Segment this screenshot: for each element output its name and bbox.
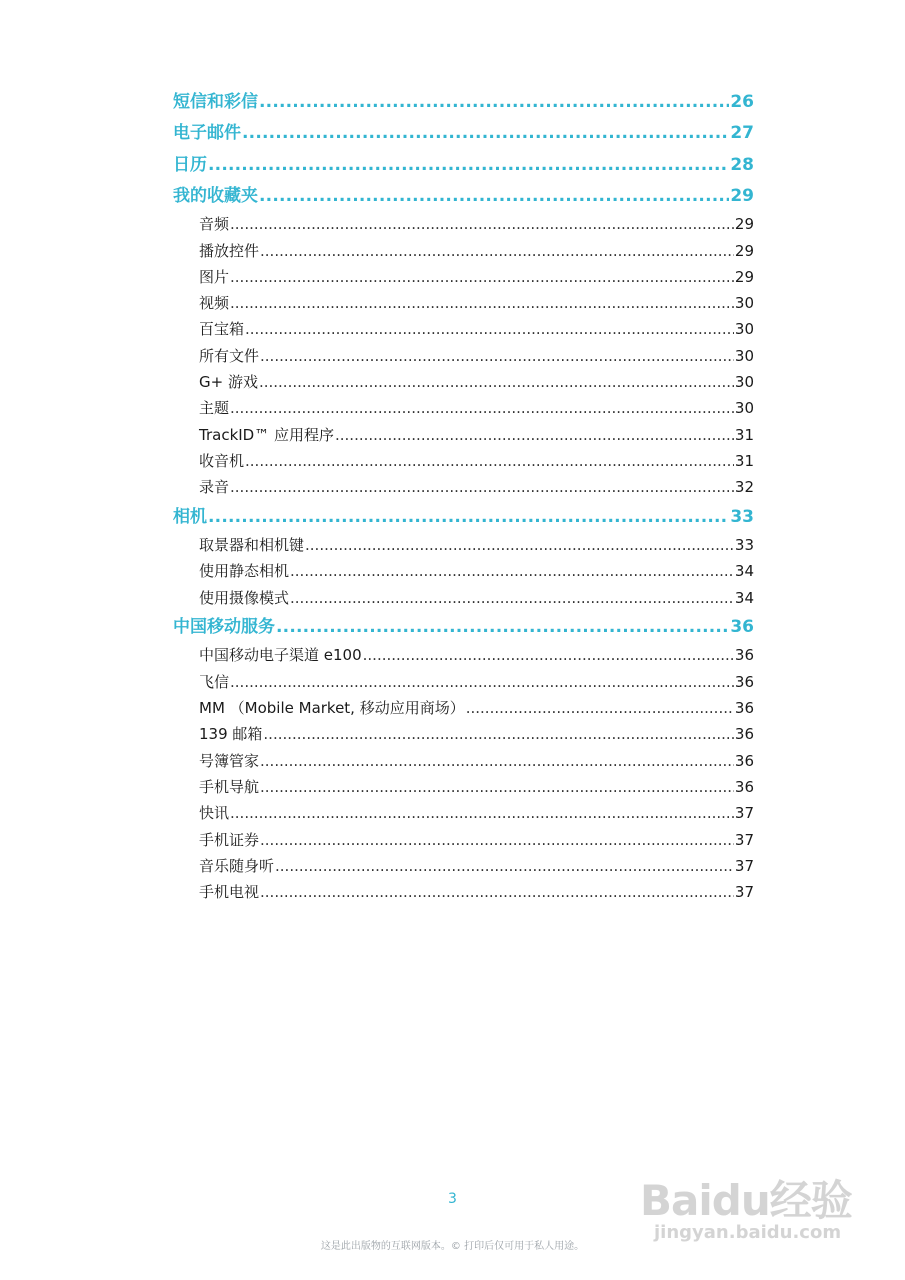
toc-entry-page: 31	[734, 451, 754, 470]
toc-chapter-entry[interactable]	[173, 499, 754, 531]
toc-entry-title: 收音机	[199, 451, 245, 470]
toc-entry-title: 图片	[199, 267, 230, 286]
toc-section-entry[interactable]	[173, 531, 754, 557]
toc-dot-leader	[245, 317, 734, 341]
toc-dot-leader	[259, 370, 734, 394]
toc-entry-title: MM （Mobile Market, 移动应用商场）	[199, 699, 465, 718]
toc-chapter-entry[interactable]	[173, 610, 754, 642]
toc-chapter-entry[interactable]	[173, 179, 754, 211]
toc-chapter-entry[interactable]	[173, 147, 754, 179]
toc-entry-page: 29	[734, 267, 754, 286]
toc-section-entry[interactable]	[173, 394, 754, 420]
toc-dot-leader	[290, 586, 734, 610]
toc-section-entry[interactable]	[173, 799, 754, 825]
toc-dot-leader	[260, 344, 734, 368]
toc-dot-leader	[260, 775, 734, 799]
toc-entry-title: 音频	[199, 215, 230, 234]
toc-dot-leader	[230, 212, 734, 236]
table-of-contents	[173, 84, 754, 904]
toc-entry-title: 我的收藏夹	[173, 186, 258, 206]
toc-section-entry[interactable]	[173, 447, 754, 473]
toc-chapter-entry[interactable]	[173, 116, 754, 148]
toc-entry-page: 29	[734, 241, 754, 260]
toc-entry-title: 电子邮件	[173, 123, 241, 143]
toc-section-entry[interactable]	[173, 557, 754, 583]
toc-entry-page: 28	[730, 154, 754, 175]
toc-section-entry[interactable]	[173, 720, 754, 746]
toc-entry-page: 36	[734, 777, 754, 796]
toc-entry-page: 36	[730, 617, 754, 638]
toc-entry-page: 32	[734, 478, 754, 497]
toc-dot-leader	[208, 503, 729, 531]
baidu-watermark	[640, 1140, 890, 1270]
toc-entry-page: 37	[734, 804, 754, 823]
toc-dot-leader	[260, 880, 734, 904]
toc-section-entry[interactable]	[173, 878, 754, 904]
toc-dot-leader	[335, 423, 734, 447]
toc-entry-page: 37	[734, 856, 754, 875]
toc-section-entry[interactable]	[173, 694, 754, 720]
toc-section-entry[interactable]	[173, 289, 754, 315]
toc-entry-page: 29	[730, 186, 754, 206]
toc-section-entry[interactable]	[173, 341, 754, 367]
toc-dot-leader	[230, 475, 734, 499]
toc-entry-title: TrackID™ 应用程序	[199, 425, 334, 444]
toc-dot-leader	[230, 291, 734, 315]
toc-entry-title: 百宝箱	[199, 320, 245, 339]
toc-dot-leader	[230, 396, 734, 420]
toc-dot-leader	[276, 613, 729, 641]
toc-entry-page: 27	[730, 123, 754, 143]
toc-entry-title: 取景器和相机键	[199, 536, 305, 555]
toc-section-entry[interactable]	[173, 315, 754, 341]
toc-entry-title: 手机证券	[199, 830, 260, 849]
toc-entry-page: 33	[734, 536, 754, 555]
footer-note: 这是此出版物的互联网版本。© 打印后仅可用于私人用途。	[320, 1241, 585, 1252]
toc-entry-title: 使用摄像模式	[199, 588, 290, 607]
toc-entry-title: 中国移动电子渠道 e100	[199, 646, 362, 665]
toc-entry-title: 号簿管家	[199, 751, 260, 770]
toc-entry-title: 中国移动服务	[173, 617, 275, 638]
toc-entry-title: 录音	[199, 478, 230, 497]
toc-dot-leader	[259, 182, 729, 210]
toc-section-entry[interactable]	[173, 746, 754, 772]
toc-dot-leader	[363, 643, 734, 667]
toc-dot-leader	[305, 533, 734, 557]
toc-section-entry[interactable]	[173, 641, 754, 667]
toc-entry-page: 26	[730, 91, 754, 112]
toc-entry-page: 30	[734, 294, 754, 313]
toc-dot-leader	[275, 854, 734, 878]
toc-entry-title: 视频	[199, 294, 230, 313]
toc-entry-page: 36	[734, 725, 754, 744]
toc-entry-title: 相机	[173, 506, 207, 527]
page-number: 3	[448, 1191, 457, 1207]
toc-entry-page: 30	[734, 320, 754, 339]
toc-entry-page: 30	[734, 373, 754, 392]
toc-entry-page: 36	[734, 672, 754, 691]
toc-entry-page: 30	[734, 399, 754, 418]
toc-entry-page: 29	[734, 215, 754, 234]
toc-section-entry[interactable]	[173, 210, 754, 236]
toc-dot-leader	[230, 801, 734, 825]
toc-section-entry[interactable]	[173, 473, 754, 499]
toc-section-entry[interactable]	[173, 263, 754, 289]
toc-dot-leader	[245, 449, 734, 473]
toc-entry-title: 手机导航	[199, 777, 260, 796]
toc-dot-leader	[466, 696, 734, 720]
watermark-url: jingyan.baidu.com	[654, 1222, 842, 1243]
toc-dot-leader	[242, 119, 729, 147]
toc-entry-page: 30	[734, 346, 754, 365]
toc-entry-title: 日历	[173, 154, 207, 175]
toc-entry-title: 音乐随身听	[199, 856, 275, 875]
toc-dot-leader	[263, 722, 734, 746]
toc-entry-title: G+ 游戏	[199, 373, 258, 392]
toc-dot-leader	[259, 88, 729, 116]
toc-entry-page: 36	[734, 751, 754, 770]
toc-section-entry[interactable]	[173, 852, 754, 878]
toc-entry-title: 使用静态相机	[199, 562, 290, 581]
toc-section-entry[interactable]	[173, 667, 754, 693]
toc-section-entry[interactable]	[173, 583, 754, 609]
toc-entry-title: 手机电视	[199, 883, 260, 902]
toc-entry-page: 34	[734, 562, 754, 581]
toc-section-entry[interactable]	[173, 236, 754, 262]
toc-dot-leader	[260, 239, 734, 263]
toc-dot-leader	[260, 828, 734, 852]
toc-entry-page: 33	[730, 506, 754, 527]
toc-entry-title: 139 邮箱	[199, 725, 263, 744]
toc-dot-leader	[290, 559, 734, 583]
toc-entry-page: 31	[734, 425, 754, 444]
toc-section-entry[interactable]	[173, 773, 754, 799]
toc-entry-title: 飞信	[199, 672, 230, 691]
toc-section-entry[interactable]	[173, 825, 754, 851]
toc-entry-page: 34	[734, 588, 754, 607]
toc-dot-leader	[208, 151, 729, 179]
toc-entry-page: 37	[734, 830, 754, 849]
toc-entry-page: 37	[734, 883, 754, 902]
toc-entry-title: 主题	[199, 399, 230, 418]
toc-dot-leader	[260, 749, 734, 773]
toc-entry-title: 播放控件	[199, 241, 260, 260]
toc-entry-page: 36	[734, 646, 754, 665]
toc-entry-page: 36	[734, 699, 754, 718]
toc-dot-leader	[230, 670, 734, 694]
toc-entry-title: 短信和彩信	[173, 91, 258, 112]
toc-section-entry[interactable]	[173, 368, 754, 394]
toc-entry-title: 所有文件	[199, 346, 260, 365]
toc-dot-leader	[230, 265, 734, 289]
toc-chapter-entry[interactable]	[173, 84, 754, 116]
toc-entry-title: 快讯	[199, 804, 230, 823]
baidu-logo: Baidu经验	[640, 1176, 852, 1225]
toc-section-entry[interactable]	[173, 420, 754, 446]
